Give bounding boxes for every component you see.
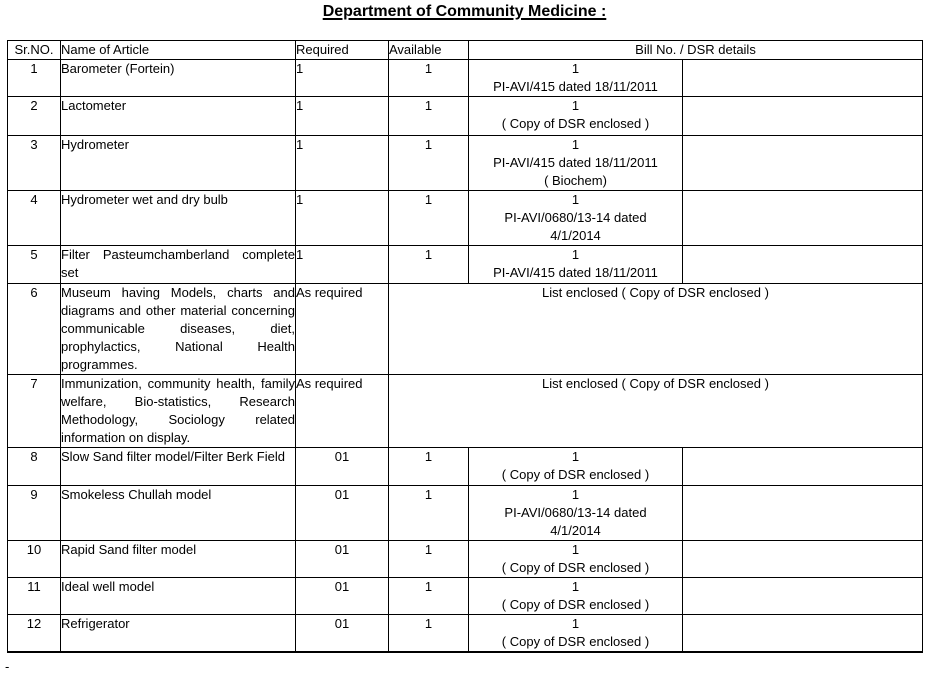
bill-line: PI-AVI/415 dated 18/11/2011 <box>493 155 658 170</box>
row-bill-details <box>469 615 683 653</box>
inventory-table <box>7 40 923 653</box>
row-bill-details <box>469 136 683 191</box>
row-required: 01 <box>296 615 389 653</box>
row-required: As required <box>296 284 389 375</box>
row-required: 1 <box>296 136 389 191</box>
row-available: 1 <box>389 615 469 653</box>
bill-line: 1 <box>571 137 580 152</box>
bill-line: PI-AVI/415 dated 18/11/2011 <box>493 265 658 280</box>
bill-line: PI-AVI/0680/13-14 dated <box>504 505 647 520</box>
row-required: 01 <box>296 541 389 578</box>
row-sr-no: 11 <box>8 578 61 615</box>
table-row <box>8 541 923 578</box>
bill-line: ( Copy of DSR enclosed ) <box>501 634 650 649</box>
row-required: 01 <box>296 486 389 541</box>
bill-line: ( Copy of DSR enclosed ) <box>501 116 650 131</box>
page-title: Department of Community Medicine : <box>322 3 607 20</box>
table-row <box>8 191 923 246</box>
row-sr-no: 6 <box>8 284 61 375</box>
bill-line: 1 <box>571 98 580 113</box>
bill-line: ( Copy of DSR enclosed ) <box>501 467 650 482</box>
row-remarks <box>683 448 923 486</box>
bill-line: ( Copy of DSR enclosed ) <box>501 597 650 612</box>
row-available: 1 <box>389 541 469 578</box>
row-remarks <box>683 60 923 97</box>
row-sr-no: 10 <box>8 541 61 578</box>
row-available: 1 <box>389 246 469 284</box>
row-bill-details <box>469 60 683 97</box>
row-sr-no: 12 <box>8 615 61 653</box>
row-remarks <box>683 486 923 541</box>
bill-line: 4/1/2014 <box>550 228 601 243</box>
row-remarks <box>683 615 923 653</box>
bill-line: 1 <box>571 579 580 594</box>
col-header-required: Required <box>296 41 389 60</box>
row-merged-details <box>389 375 923 448</box>
table-header-row <box>8 41 923 60</box>
bill-line: 1 <box>571 61 580 76</box>
row-article-name: Slow Sand filter model/Filter Berk Field <box>61 448 296 486</box>
row-article-name: Lactometer <box>61 97 296 136</box>
row-bill-details <box>469 97 683 136</box>
row-sr-no: 5 <box>8 246 61 284</box>
row-sr-no: 9 <box>8 486 61 541</box>
row-article-name: Filter Pasteumchamberland complete set <box>61 246 296 284</box>
col-header-bill-dsr: Bill No. / DSR details <box>469 41 923 60</box>
row-remarks <box>683 541 923 578</box>
row-article-name: Ideal well model <box>61 578 296 615</box>
bill-line: 1 <box>571 616 580 631</box>
row-merged-details <box>389 284 923 375</box>
row-required: 01 <box>296 578 389 615</box>
row-sr-no: 8 <box>8 448 61 486</box>
table-row <box>8 448 923 486</box>
row-bill-details <box>469 191 683 246</box>
row-remarks <box>683 578 923 615</box>
row-sr-no: 4 <box>8 191 61 246</box>
bill-line: ( Copy of DSR enclosed ) <box>501 560 650 575</box>
row-required: 1 <box>296 191 389 246</box>
row-available: 1 <box>389 136 469 191</box>
bill-line: 1 <box>571 449 580 464</box>
row-sr-no: 2 <box>8 97 61 136</box>
bill-line: 1 <box>571 247 580 262</box>
row-article-name: Refrigerator <box>61 615 296 653</box>
row-available: 1 <box>389 486 469 541</box>
row-bill-details <box>469 246 683 284</box>
page-header <box>0 0 929 40</box>
table-row <box>8 246 923 284</box>
row-required: 1 <box>296 97 389 136</box>
row-bill-details <box>469 486 683 541</box>
table-row <box>8 615 923 653</box>
row-available: 1 <box>389 97 469 136</box>
row-available: 1 <box>389 60 469 97</box>
row-bill-details <box>469 448 683 486</box>
row-sr-no: 7 <box>8 375 61 448</box>
bill-line: 1 <box>571 542 580 557</box>
bill-line: 4/1/2014 <box>550 523 601 538</box>
table-row <box>8 375 923 448</box>
table-row <box>8 578 923 615</box>
row-remarks <box>683 191 923 246</box>
table-row <box>8 486 923 541</box>
row-sr-no: 1 <box>8 60 61 97</box>
row-article-name: Smokeless Chullah model <box>61 486 296 541</box>
row-remarks <box>683 246 923 284</box>
row-bill-details <box>469 541 683 578</box>
row-article-name: Rapid Sand filter model <box>61 541 296 578</box>
bill-line: List enclosed ( Copy of DSR enclosed ) <box>542 376 769 391</box>
row-available: 1 <box>389 191 469 246</box>
row-remarks <box>683 97 923 136</box>
table-row <box>8 60 923 97</box>
row-remarks <box>683 136 923 191</box>
footer-dash: - <box>5 659 10 674</box>
row-available: 1 <box>389 578 469 615</box>
table-row <box>8 136 923 191</box>
row-article-name: Museum having Models, charts and diagrams and other material concerning communicable diseases, diet, prophylactics, National Health programmes. <box>61 284 296 375</box>
table-row <box>8 97 923 136</box>
bill-line: List enclosed ( Copy of DSR enclosed ) <box>542 285 769 300</box>
bill-line: 1 <box>571 487 580 502</box>
table-row <box>8 284 923 375</box>
row-required: As required <box>296 375 389 448</box>
row-required: 1 <box>296 246 389 284</box>
table-body <box>8 60 923 653</box>
row-article-name: Immunization, community health, family welfare, Bio-statistics, Research Methodology, Sociology related information on display. <box>61 375 296 448</box>
row-required: 1 <box>296 60 389 97</box>
row-article-name: Barometer (Fortein) <box>61 60 296 97</box>
row-article-name: Hydrometer <box>61 136 296 191</box>
bill-line: PI-AVI/415 dated 18/11/2011 <box>493 79 658 94</box>
col-header-sr-no: Sr.NO. <box>8 41 61 60</box>
row-article-name: Hydrometer wet and dry bulb <box>61 191 296 246</box>
bill-line: 1 <box>571 192 580 207</box>
row-bill-details <box>469 578 683 615</box>
col-header-available: Available <box>389 41 469 60</box>
row-required: 01 <box>296 448 389 486</box>
bill-line: PI-AVI/0680/13-14 dated <box>504 210 647 225</box>
col-header-name: Name of Article <box>61 41 296 60</box>
row-sr-no: 3 <box>8 136 61 191</box>
bill-line: ( Biochem) <box>544 173 607 188</box>
row-available: 1 <box>389 448 469 486</box>
